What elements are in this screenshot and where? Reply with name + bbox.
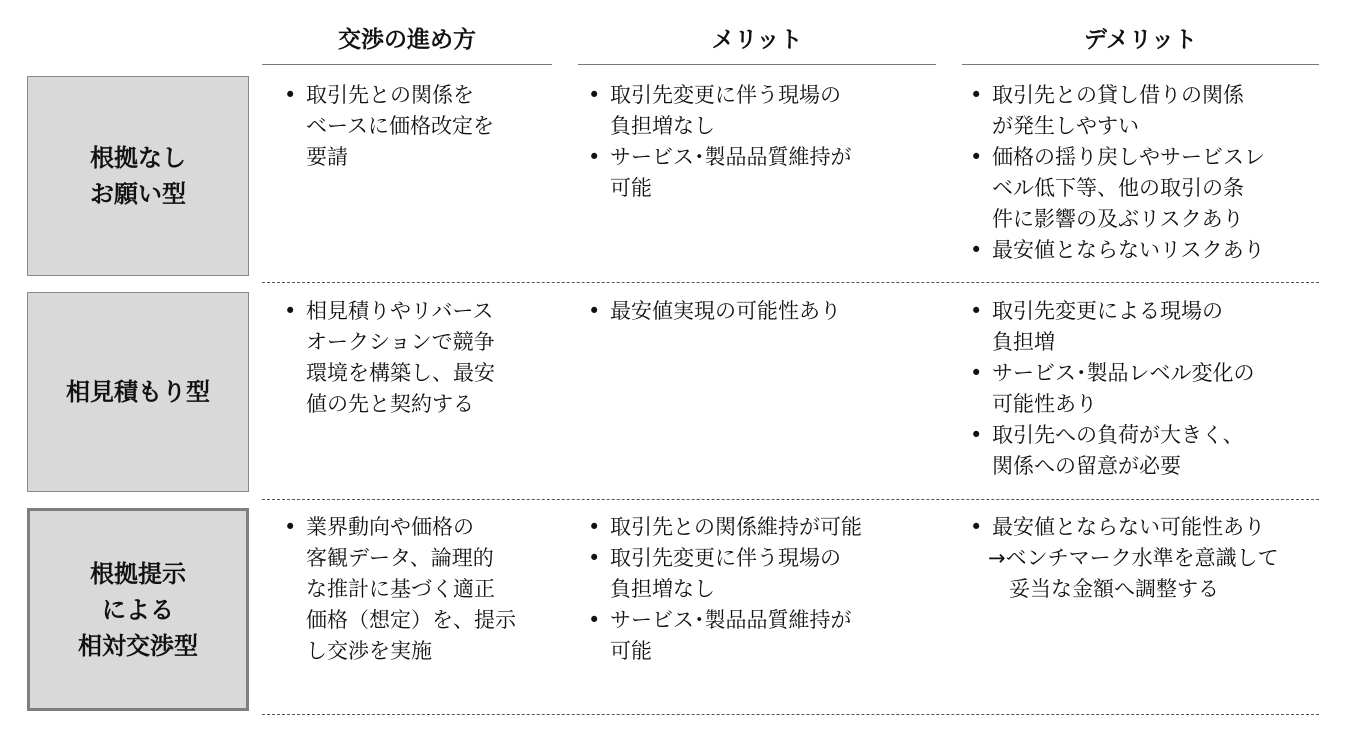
row-label-text: 根拠提示 による 相対交渉型 (78, 559, 198, 660)
list-item: • 相見積りやリバース オークションで競争 環境を構築し、最安 値の先と契約する (278, 296, 568, 420)
cell-method-row1 (278, 80, 568, 173)
list-item: • 最安値とならないリスクあり (964, 235, 1344, 266)
header-underline-demerit (962, 64, 1319, 65)
list-item: • 取引先変更に伴う現場の 負担増なし (582, 543, 942, 605)
header-merit: メリット (711, 27, 803, 53)
list-item: • 最安値とならない可能性あり (964, 512, 1349, 543)
cell-demerit-row2 (964, 296, 1344, 482)
header-underline-method (262, 64, 552, 65)
list-item: • 取引先との関係維持が可能 (582, 512, 942, 543)
list-item: • サービス･製品品質維持が 可能 (582, 142, 942, 204)
row-separator (262, 499, 1319, 500)
cell-method-row2 (278, 296, 568, 420)
row-separator (262, 282, 1319, 283)
row-label-no-basis-request (27, 76, 249, 276)
cell-demerit-row3 (964, 512, 1349, 605)
header-method: 交渉の進め方 (338, 27, 476, 53)
demerit-note: →ベンチマーク水準を意識して 妥当な金額へ調整する (988, 546, 1279, 601)
list-item: • 取引先への負荷が大きく、 関係への留意が必要 (964, 420, 1344, 482)
cell-merit-row3 (582, 512, 942, 667)
row-separator (262, 714, 1319, 715)
cell-method-row3 (278, 512, 568, 667)
list-item: • 取引先変更による現場の 負担増 (964, 296, 1344, 358)
list-item: • 取引先との貸し借りの関係 が発生しやすい (964, 80, 1344, 142)
list-item: • サービス･製品レベル変化の 可能性あり (964, 358, 1344, 420)
header-underline-merit (578, 64, 936, 65)
list-item: • 取引先変更に伴う現場の 負担増なし (582, 80, 942, 142)
row-label-text: 相見積もり型 (66, 378, 210, 406)
list-item: • 最安値実現の可能性あり (582, 296, 942, 327)
row-label-text: 根拠なし お願い型 (90, 144, 186, 208)
header-demerit: デメリット (1083, 27, 1198, 53)
cell-demerit-row1 (964, 80, 1344, 266)
cell-merit-row2 (582, 296, 942, 327)
list-item: • サービス･製品品質維持が 可能 (582, 605, 942, 667)
row-label-evidence-based-negotiation (27, 508, 249, 711)
list-item: • 業界動向や価格の 客観データ、論理的 な推計に基づく適正 価格（想定）を、提示 し交渉を実施 (278, 512, 568, 667)
list-item: • 価格の揺り戻しやサービスレ ベル低下等、他の取引の条 件に影響の及ぶリスクあり (964, 142, 1344, 235)
list-item: • 取引先との関係を ベースに価格改定を 要請 (278, 80, 568, 173)
cell-merit-row1 (582, 80, 942, 204)
row-label-competitive-quote (27, 292, 249, 492)
